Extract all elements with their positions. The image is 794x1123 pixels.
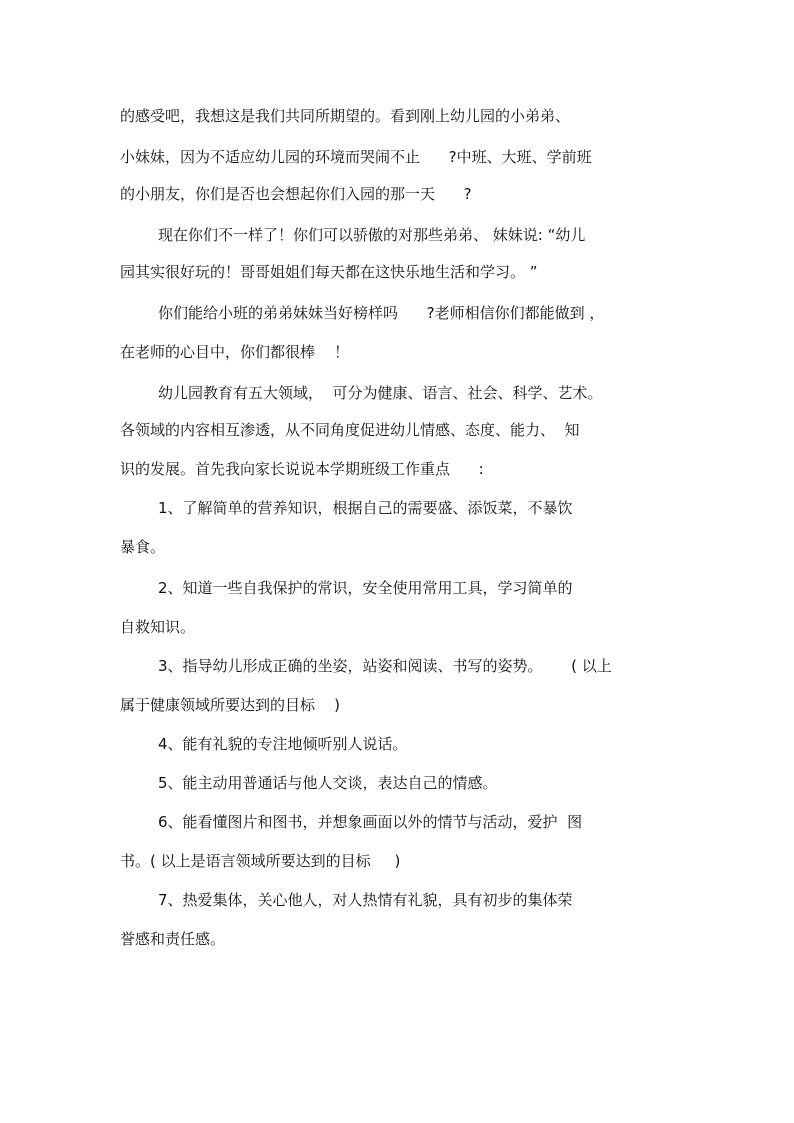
text-line: 3、指导幼儿形成正确的坐姿，站姿和阅读、书写的姿势。 ( 以上 <box>158 657 612 675</box>
text-line: 的感受吧，我想这是我们共同所期望的。看到刚上幼儿园的小弟弟、 <box>120 107 571 125</box>
text-line: 1、了解简单的营养知识，根据自己的需要盛、添饭菜，不暴饮 <box>158 499 573 517</box>
text-line: 2、知道一些自我保护的常识，安全使用常用工具，学习简单的 <box>158 579 573 597</box>
text-line: 5、能主动用普通话与他人交谈，表达自己的情感。 <box>158 774 498 792</box>
text-line: 幼儿园教育有五大领域， 可分为健康、语言、社会、科学、艺术。 <box>158 384 603 402</box>
text-line: 你们能给小班的弟弟妹妹当好榜样吗 ?老师相信你们都能做到 ， <box>158 304 605 322</box>
text-line: 4、能有礼貌的专注地倾听别人说话。 <box>158 735 408 753</box>
text-line: 现在你们不一样了！你们可以骄傲的对那些弟弟、 妹妹说: “幼儿 <box>158 226 586 244</box>
text-line: 誉感和责任感。 <box>120 930 226 948</box>
text-line: 识的发展。首先我向家长说说本学期班级工作重点 : <box>120 460 484 478</box>
text-line: 暴食。 <box>120 538 166 556</box>
text-line: 自救知识。 <box>120 618 196 636</box>
text-line: 在老师的心目中，你们都很棒 ！ <box>120 343 350 361</box>
text-line: 书。( 以上是语言领域所要达到的目标 ) <box>120 852 401 870</box>
text-line: 7、热爱集体，关心他人，对人热情有礼貌，具有初步的集体荣 <box>158 891 573 909</box>
text-line: 的小朋友，你们是否也会想起你们入园的那一天 ? <box>120 185 472 203</box>
text-line: 属于健康领域所要达到的目标 ) <box>120 696 340 714</box>
text-line: 6、能看懂图片和图书，并想象画面以外的情节与活动，爱护 图 <box>158 813 583 831</box>
text-line: 园其实很好玩的！哥哥姐姐们每天都在这快乐地生活和学习。 ” <box>120 263 538 281</box>
text-line: 小妹妹，因为不适应幼儿园的环境而哭闹不止 ?中班、大班、学前班 <box>120 148 592 166</box>
text-line: 各领域的内容相互渗透，从不同角度促进幼儿情感、态度、能力、 知 <box>120 421 580 439</box>
